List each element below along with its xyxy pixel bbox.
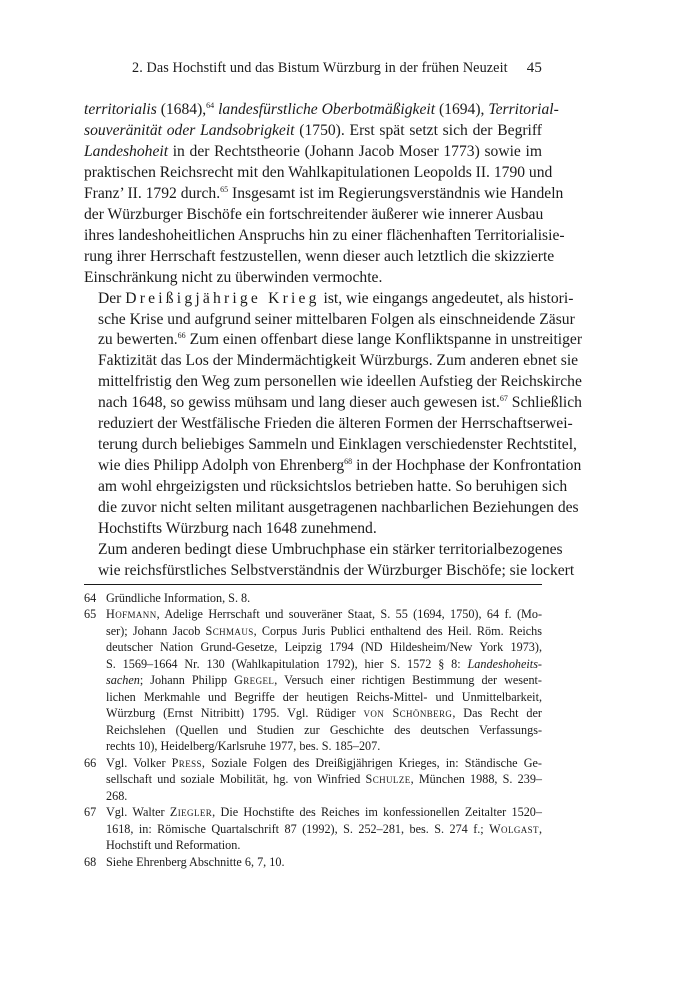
footnote-separator xyxy=(84,584,542,585)
footnote-number: 67 xyxy=(84,805,97,820)
footnote-text xyxy=(106,804,542,854)
text-run: , Das Recht der xyxy=(452,706,542,721)
text-line: am wohl ehrgeizigsten und rücksichtslos betrieben hatte. So beruhigen sich xyxy=(98,478,568,496)
author-name: Press xyxy=(171,755,202,770)
footnote-66 xyxy=(84,755,542,805)
paragraph-3 xyxy=(84,540,575,582)
main-text xyxy=(84,100,583,582)
text-run: in der Rechtstheorie (Johann Jacob Moser 1773) sowie im xyxy=(168,142,542,160)
text-line xyxy=(106,705,542,722)
running-head-title: 2. Das Hochstift und das Bistum Würzburg in der frühen Neuzeit xyxy=(132,60,508,76)
page-number: 45 xyxy=(526,60,542,76)
author-name: Schmaus xyxy=(205,623,254,638)
text-line: ihres landeshoheitlichen Anspruchs hin zu einer flächenhaften Territorialisie- xyxy=(84,226,565,244)
italic-term: landesfürstliche Oberbotmäßigkeit xyxy=(214,101,436,118)
text-run: wie dies Philipp Adolph von Ehrenberg xyxy=(98,457,345,475)
text-run: ist, wie eingangs angedeutet, als histori- xyxy=(319,289,574,307)
text-run: nach 1648, so gewiss mühsam und lang dieser auch gewesen ist. xyxy=(98,394,500,412)
paragraph-2 xyxy=(84,289,583,540)
text-line: rechts 10), Heidelberg/Karlsruhe 1977, bes. S. 185–207. xyxy=(106,739,381,754)
text-line xyxy=(84,456,582,477)
text-run: ser); Johann Jacob xyxy=(106,623,206,638)
text-line xyxy=(84,142,542,163)
author-name: Gregel xyxy=(234,673,275,688)
footnote-64 xyxy=(84,590,542,607)
italic-term: territorialis xyxy=(84,101,157,118)
text-line: Reichslehen (Quellen und Studien zur Geschichte des deutschen Verfassungs- xyxy=(106,722,542,737)
text-run: Vgl. Walter xyxy=(106,805,170,820)
author-name: Wolgast xyxy=(489,821,539,836)
text-line: Hochstift und Reformation. xyxy=(106,838,241,853)
text-line xyxy=(106,821,542,838)
text-line: sche Krise und aufgrund seiner mittelbaren Folgen als einschneidende Zäsur xyxy=(98,310,575,328)
text-line: reduziert der Westfälische Frieden die älteren Formen der Herrschaftserwei- xyxy=(98,415,573,433)
footnote-text: Siehe Ehrenberg Abschnitte 6, 7, 10. xyxy=(106,854,285,869)
text-line xyxy=(106,623,542,640)
text-run: sellschaft und soziale Mobilität, hg. von Winfried xyxy=(106,772,366,787)
footnote-ref-64[interactable]: 64 xyxy=(206,101,215,110)
text-run: , München 1988, S. 239– xyxy=(410,772,543,787)
author-name: von Schönberg xyxy=(363,706,453,721)
footnote-number: 68 xyxy=(84,854,97,869)
text-run: , Versuch einer richtigen Bestimmung der wesent- xyxy=(274,673,542,688)
author-name: Schulze xyxy=(365,772,411,787)
text-run: , Soziale Folgen des Dreißigjährigen Krieges, in: Ständische Ge- xyxy=(201,755,542,770)
footnote-ref-65[interactable]: 65 xyxy=(220,184,229,194)
text-run: , xyxy=(538,821,542,836)
text-run: Würzburg (Ernst Nitribitt) 1795. Vgl. Rüdiger xyxy=(106,706,364,721)
text-run: Vgl. Volker xyxy=(106,755,172,770)
text-run: Insgesamt ist im Regierungsverständnis wie Handeln xyxy=(228,184,564,202)
text-run: Der xyxy=(98,289,126,307)
text-line: terung durch beliebiges Sammeln und Einklagen verschiedenster Rechtstitel, xyxy=(98,436,577,454)
text-run: ; Johann Philipp xyxy=(139,673,235,688)
spaced-emphasis: Dreißigjährige Krieg xyxy=(125,289,320,307)
footnote-number: 64 xyxy=(84,590,97,605)
text-line xyxy=(106,755,542,772)
book-page xyxy=(84,60,583,870)
text-line xyxy=(106,804,542,821)
footnote-ref-67[interactable]: 67 xyxy=(499,394,508,404)
text-run: , Corpus Juris Publici enthaltend des Heil. Röm. Reichs xyxy=(253,623,542,638)
text-run: , Adelige Herrschaft und souveräner Staat, S. 55 (1694, 1750), 64 f. (Mo- xyxy=(156,607,542,622)
text-run: (1750). Erst spät setzt sich der Begriff xyxy=(294,121,542,139)
paragraph-1 xyxy=(84,100,565,289)
text-run: S. 1569–1664 Nr. 130 (Wahlkapitulation 1792), hier S. 1572 § 8: xyxy=(106,656,468,671)
text-line: rung ihrer Herrschaft festzustellen, wenn dieser auch letztlich die skizzierte xyxy=(84,247,555,265)
footnote-65 xyxy=(84,606,542,755)
text-line: Einschränkung nicht zu überwinden vermochte. xyxy=(84,268,383,286)
footnote-ref-68[interactable]: 68 xyxy=(344,457,353,467)
text-line xyxy=(106,606,542,623)
text-run: Schließlich xyxy=(507,394,582,412)
author-name: Ziegler xyxy=(169,805,213,820)
italic-term: sachen xyxy=(106,673,140,688)
footnotes xyxy=(84,590,542,871)
text-line: der Würzburger Bischöfe ein fortschreitender äußerer wie innerer Ausbau xyxy=(84,205,544,223)
text-line xyxy=(84,393,582,414)
text-line: mittelfristig den Weg zum personellen wie ideellen Aufstieg der Reichskirche xyxy=(98,373,582,391)
running-head xyxy=(84,60,542,82)
text-line: 268. xyxy=(106,788,128,803)
text-run: Franz’ II. 1792 durch. xyxy=(84,184,221,202)
text-run: (1684), xyxy=(156,101,207,118)
text-line xyxy=(84,330,583,351)
footnote-text xyxy=(106,755,542,805)
text-run: Zum einen offenbart diese lange Konfliktspanne in unstreitiger xyxy=(185,331,583,349)
text-run: (1694), xyxy=(435,101,489,118)
text-line: deutscher Nation Grund-Gesetze, Leipzig 1794 (ND Hildesheim/New York 1973), xyxy=(106,640,542,655)
text-line: wie reichsfürstliches Selbstverständnis der Würzburger Bischöfe; sie lockert xyxy=(98,561,575,579)
text-line: Zum anderen bedingt diese Umbruchphase ein stärker territorialbezogenes xyxy=(98,541,563,559)
text-run: zu bewerten. xyxy=(98,331,178,349)
text-line: praktischen Reichsrecht mit den Wahlkapitulationen Leopolds II. 1790 und xyxy=(84,163,553,181)
footnote-number: 65 xyxy=(84,607,97,622)
text-line xyxy=(84,289,574,310)
text-run: 1618, in: Römische Quartalschrift 87 (1992), S. 252–281, bes. S. 274 f.; xyxy=(106,821,490,836)
text-line xyxy=(84,184,564,205)
footnote-ref-66[interactable]: 66 xyxy=(177,331,186,341)
italic-term: Landeshoheit xyxy=(84,142,169,160)
author-name: Hofmann xyxy=(106,607,157,622)
text-run: , Die Hochstifte des Reiches im konfessionellen Zeitalter 1520– xyxy=(212,805,542,820)
italic-term: souveränität oder Landsobrigkeit xyxy=(84,121,295,139)
text-line: die zuvor nicht selten militant ausgetragenen nachbarlichen Beziehungen des xyxy=(98,499,579,517)
footnote-68 xyxy=(84,854,542,871)
text-line xyxy=(106,672,542,689)
text-run: in der Hochphase der Konfrontation xyxy=(352,457,582,475)
footnote-text: Gründliche Information, S. 8. xyxy=(106,590,251,605)
text-line xyxy=(84,121,542,142)
italic-term: Territorial- xyxy=(488,101,559,118)
footnote-text xyxy=(106,606,542,755)
text-line: Faktizität das Los der Mindermächtigkeit Würzburgs. Zum anderen ebnet sie xyxy=(98,352,579,370)
text-line xyxy=(106,771,542,788)
italic-term: Landeshoheits- xyxy=(467,656,542,671)
text-line: Hochstifts Würzburg nach 1648 zunehmend. xyxy=(98,520,377,538)
text-line: lichen Merkmahle und Begriffe der heutigen Reichs-Mittel- und Unmittelbarkeit, xyxy=(106,689,542,704)
footnote-number: 66 xyxy=(84,755,97,770)
text-line xyxy=(106,656,542,673)
text-line xyxy=(84,100,559,121)
footnote-67 xyxy=(84,804,542,854)
